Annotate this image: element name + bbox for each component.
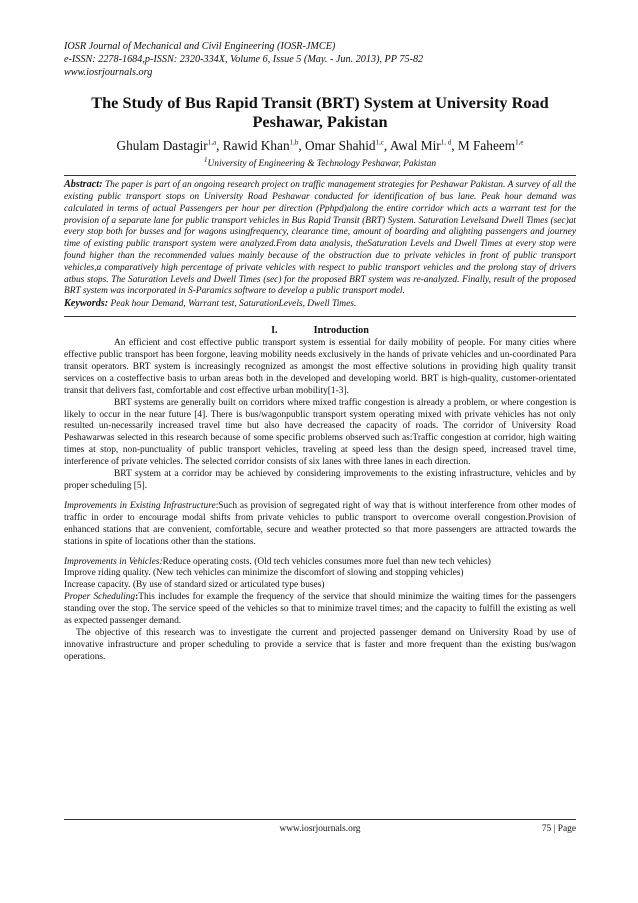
author-name: Awal Mir bbox=[389, 138, 441, 153]
paragraph: Proper Scheduling:This includes for example the frequency of the service that should minimize the waiting times for the passengers standing over the stop. The service speed of the vehicles so that to minimize travel times; and the capacity to fulfill the existing as well as expected passenger demand. bbox=[64, 592, 576, 627]
paragraph: BRT systems are generally built on corridors where mixed traffic congestion is already a problem, or where congestion is likely to occur in the near future [4]. There is bus/wagonpublic transport system operating mixed with private vehicles has not only resulted un-necessarily increased travel time but also have decreased the capacity of roads. The corridor of University Road Peshawarwas selected in this research because of some specific problems observed such as:Traffic congestion at corridor, high waiting times at stop, non-punctuality of public transport vehicles, traveling at speed less than the design speed, increased travel time, interference of private vehicles. The selected corridor consists of six lanes with three lanes in each direction. bbox=[64, 397, 576, 468]
affiliation bbox=[64, 156, 576, 169]
keywords bbox=[64, 298, 576, 310]
keywords-label: Keywords: bbox=[64, 298, 109, 310]
author-affiliation-mark: 1,e bbox=[515, 138, 524, 147]
paragraph: The objective of this research was to investigate the current and projected passenger demand on University Road by use of innovative infrastructure and proper scheduling to provide a service that is faster and more frequent than the existing bus/wagon operations. bbox=[64, 627, 576, 662]
section-number: I. bbox=[271, 325, 278, 337]
abstract bbox=[64, 179, 576, 298]
subheading: Improvements in Vehicles: bbox=[64, 556, 163, 567]
affiliation-mark: 1 bbox=[203, 156, 208, 164]
page-footer bbox=[64, 819, 576, 838]
divider bbox=[64, 175, 576, 176]
author-name: M Faheem bbox=[457, 138, 516, 153]
paragraph: BRT system at a corridor may be achieved by considering improvements to the existing infrastructure, vehicles and by proper scheduling [5]. bbox=[64, 469, 576, 491]
paper-title: The Study of Bus Rapid Transit (BRT) System at University Road Peshawar, Pakistan bbox=[91, 93, 549, 131]
footer-site: www.iosrjournals.org bbox=[279, 824, 361, 834]
affiliation-text: University of Engineering & Technology Peshawar, Pakistan bbox=[207, 159, 437, 170]
journal-name: IOSR Journal of Mechanical and Civil Engineering (IOSR-JMCE) bbox=[64, 41, 336, 52]
paragraph: An efficient and cost effective public transport system is essential for daily mobility of people. For many cities where effective public transport has been forgone, leaving mobility needs exclusively in the hands of private vehicles and un-coordinated Para transit operators. BRT system is increasingly recognized as amongst the most effective solutions in providing high quality transit services on a costeffective basis to urban areas both in the developed and developing world. BRT is high-quality, customer-orientated transit that delivers fast, comfortable and cost effective urban mobility[1-3]. bbox=[64, 338, 576, 396]
journal-issn: e-ISSN: 2278-1684,p-ISSN: 2320-334X, Volume 6, Issue 5 (May. - Jun. 2013), PP 75-82 bbox=[64, 54, 424, 65]
footer-rule bbox=[64, 819, 576, 820]
author-list: Ghulam Dastagir$^{1,a}$, Rawid Khan$^{1,b}$, Omar Shahid$^{1,c}$, Awal Mir$^{1, d}$, M Faheem$^{1,e}$ bbox=[116, 138, 524, 153]
author-affiliation-mark: 1,a bbox=[207, 138, 217, 147]
journal-header bbox=[64, 40, 576, 79]
journal-site: www.iosrjournals.org bbox=[64, 67, 153, 78]
divider bbox=[64, 316, 576, 317]
paragraph: Improve riding quality. (New tech vehicles can minimize the discomfort of slowing and stopping vehicles) bbox=[64, 568, 464, 579]
author-name: Ghulam Dastagir bbox=[116, 138, 208, 153]
paragraph: Improvements in Existing Infrastructure:Such as provision of segregated right of way that is without interference from other modes of traffic in order to encourage modal shifts from private vehicles to public transport to overcome overall congestion.Provision of enhanced stations that are convenient, comfortable, secure and weather protected so that more passengers are attracted towards the stations in spite of locations other than the stations. bbox=[64, 500, 576, 547]
section-title: Introduction bbox=[313, 325, 369, 337]
author-affiliation-mark: 1,b bbox=[289, 138, 299, 147]
section-heading bbox=[64, 325, 576, 336]
paragraph: Increase capacity. (By use of standard sized or articulated type buses) bbox=[64, 580, 325, 591]
abstract-label: Abstract: bbox=[64, 179, 103, 191]
page-number: 75 | Page bbox=[541, 824, 576, 834]
paper-page bbox=[64, 40, 576, 664]
abstract-text: The paper is part of an ongoing research project on traffic management strategies for Peshawar Pakistan. A survey of all the existing public transport stops on University Road Peshawar conducted for identification of bus lane. Peak hour demand was calculated in terms of actual Passengers per hour per direction (Pphpd)along the entire corridor which acts a warrant test for the provision of a separate lane for public transport vehicles in Bus Rapid Transit (BRT) System. Saturation Levelsand Dwell Times (sec)at every stop both for busses and for wagons usingfrequency, clearance time, amount of boarding and alighting passengers and journey time of existing public transport system were analyzed.From data analysis, theSaturation Levels and Dwell Times at every stop were found higher than the recommended values mainly because of the obstruction due to private vehicles in front of public transport vehicles,a comparatively high percentage of private vehicles with respect to public transport vehicles and the prolong stay of drivers atbus stops. The Saturation Levels and Dwell Times (sec) for the proposed BRT system was re-analyzed. Finally, result of the proposed BRT system was incorporated in S-Paramics software to develop a public transport model. bbox=[64, 180, 576, 297]
author-name: Rawid Khan bbox=[222, 138, 290, 153]
author-affiliation-mark: 1, d bbox=[440, 138, 452, 147]
keywords-text: Peak hour Demand, Warrant test, SaturationLevels, Dwell Times. bbox=[110, 299, 357, 310]
author-affiliation-mark: 1,c bbox=[375, 138, 384, 147]
subheading: Proper Scheduling bbox=[64, 592, 136, 603]
subheading: Improvements in Existing Infrastructure bbox=[64, 500, 216, 511]
author-name: Omar Shahid bbox=[305, 138, 376, 153]
paragraph: Improvements in Vehicles:Reduce operating costs. (Old tech vehicles consumes more fuel than new tech vehicles) bbox=[64, 556, 491, 567]
